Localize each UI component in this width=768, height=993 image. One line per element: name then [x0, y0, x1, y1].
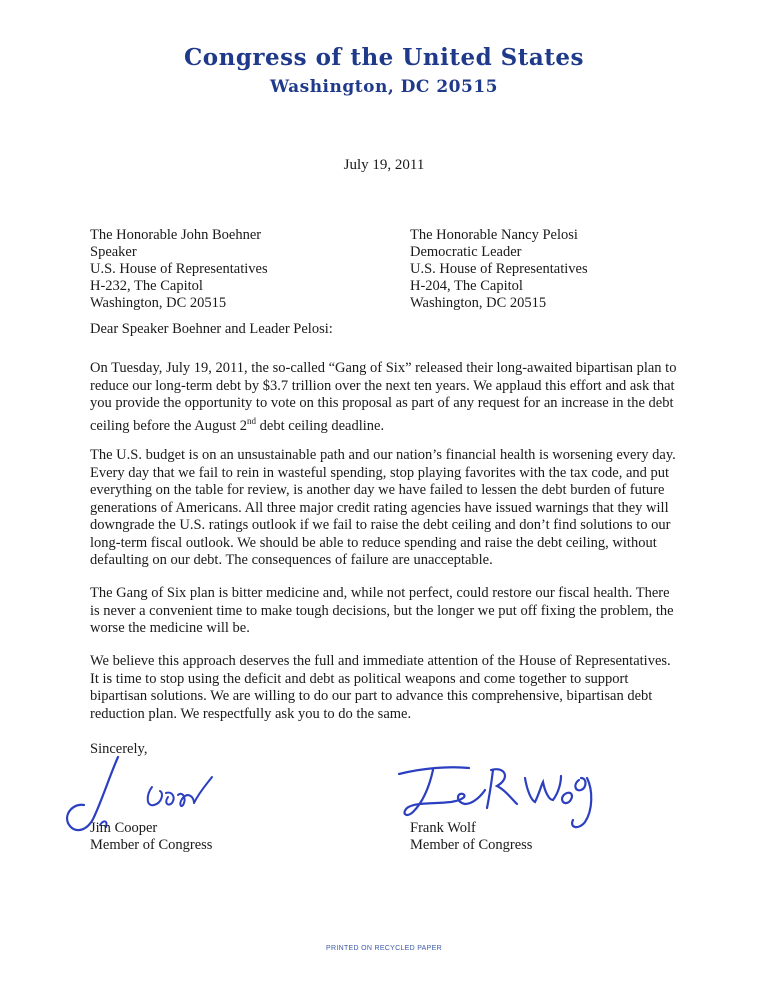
body-paragraph-4: We believe this approach deserves the full and immediate attention of the House of Representatives. It is time to stop using the deficit and debt as political weapons and come together to support bipartisan solutions. We are willing to do our part to advance this comprehensive, bipartisan debt reduction plan. We respectfully ask you to do the same.: [90, 653, 671, 722]
letterhead-address: Washington, DC 20515: [270, 77, 498, 97]
letterhead: [0, 44, 768, 97]
signer-block-right: [410, 820, 532, 854]
recipient-right-line: H-204, The Capitol: [410, 278, 523, 294]
letterhead-title: Congress of the United States: [183, 44, 585, 71]
recipient-address-left: [90, 227, 268, 312]
recipient-right-line: Washington, DC 20515: [410, 295, 547, 311]
signer-name: Jim Cooper: [90, 820, 158, 836]
signer-name: Frank Wolf: [410, 820, 476, 836]
paragraph-1-text-end: debt ceiling deadline.: [256, 417, 385, 434]
ordinal-suffix: nd: [247, 415, 257, 426]
recipient-right-line: The Honorable Nancy Pelosi: [410, 227, 578, 243]
signer-title: Member of Congress: [410, 837, 533, 853]
recipient-address-right: [410, 227, 588, 312]
recipient-left-line: The Honorable John Boehner: [90, 227, 262, 243]
recipient-left-line: Washington, DC 20515: [90, 295, 227, 311]
signer-block-left: [90, 820, 212, 854]
signer-title: Member of Congress: [90, 837, 213, 853]
paragraph-1-text: On Tuesday, July 19, 2011, the so-called “Gang of Six” released their long-awaited bipartisan plan to reduce our long-term debt by $3.7 trillion over the next ten years. We applaud this effort and ask that you provide the opportunity to vote on this proposal as part of any request for an increase in the debt ceiling before the August 2: [90, 360, 677, 434]
body-paragraph-3: The Gang of Six plan is bitter medicine and, while not perfect, could restore our fiscal health. There is never a convenient time to make tough decisions, but the longer we put off fixing the problem, the worse the medicine will be.: [90, 585, 674, 636]
body-paragraph-1: [90, 360, 678, 435]
recipient-right-line: U.S. House of Representatives: [410, 261, 588, 277]
salutation: Dear Speaker Boehner and Leader Pelosi:: [90, 321, 333, 337]
recipient-left-line: U.S. House of Representatives: [90, 261, 268, 277]
recycled-paper-footer: PRINTED ON RECYCLED PAPER: [326, 945, 442, 952]
body-paragraph-2: The U.S. budget is on an unsustainable path and our nation’s financial health is worsening every day. Every day that we fail to rein in wasteful spending, stop playing favorites with the tax code, and put everything on the table for review, is another day we have failed to lessen the debt burden of future generations of Americans. All three major credit rating agencies have issued warnings that they will downgrade the U.S. ratings outlook if we fail to raise the debt ceiling and don’t find solutions to our long-term fiscal outlook. We should be able to reduce spending and raise the debt ceiling, without defaulting on our debt. The consequences of failure are unacceptable.: [90, 447, 676, 568]
closing: Sincerely,: [90, 741, 148, 757]
recipient-left-line: Speaker: [90, 244, 137, 260]
recipient-left-line: H-232, The Capitol: [90, 278, 203, 294]
recipient-right-line: Democratic Leader: [410, 244, 522, 260]
letter-date: July 19, 2011: [343, 157, 425, 173]
